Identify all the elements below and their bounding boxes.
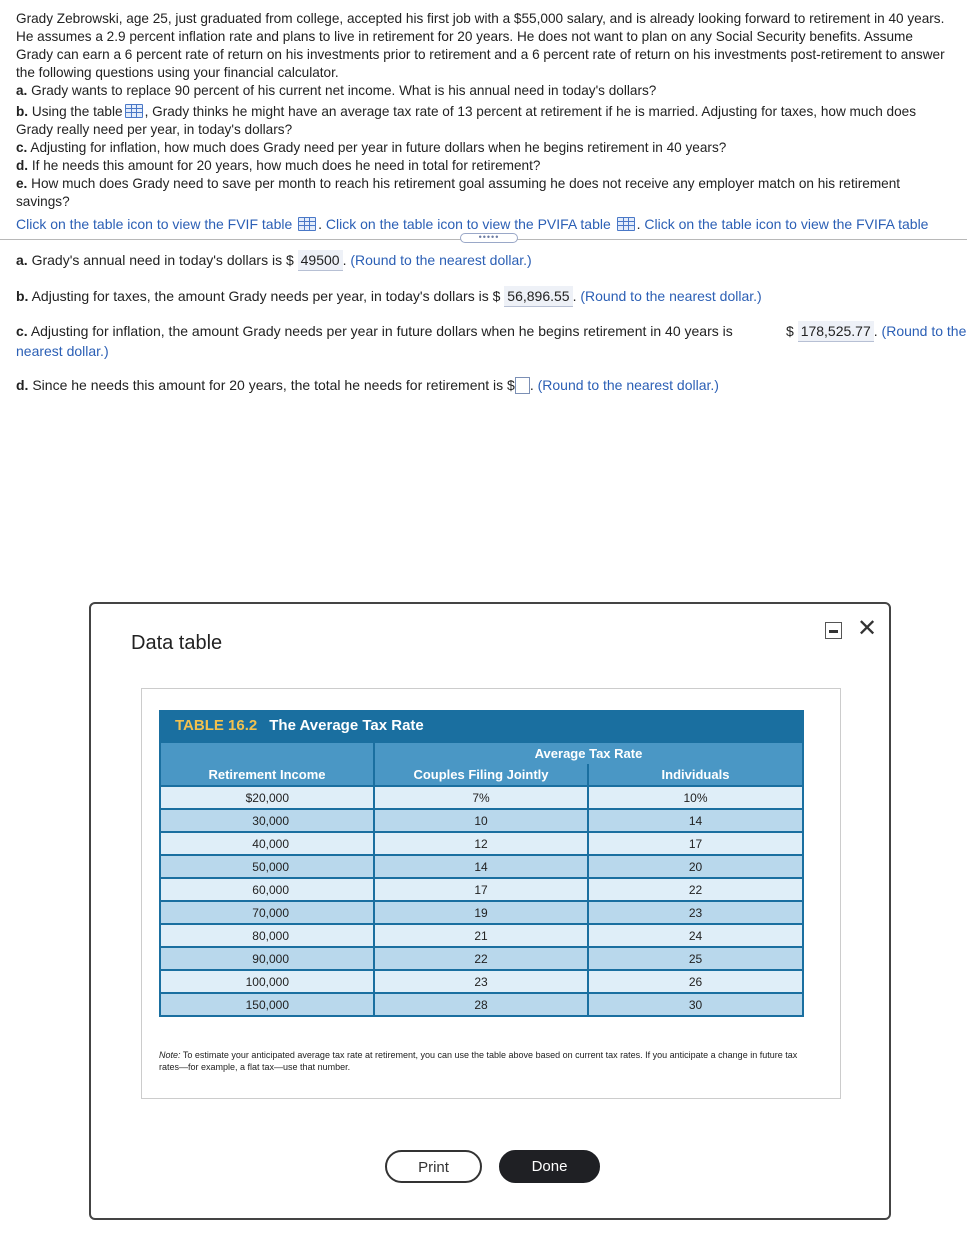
col-individuals: Individuals — [588, 764, 803, 786]
question-a: a. Grady wants to replace 90 percent of his current net income. What is his annual need in today's dollars? — [16, 83, 657, 98]
answer-a: a. Grady's annual need in today's dollars is $ 49500 . (Round to the nearest dollar.) — [16, 250, 532, 271]
col-couples: Couples Filing Jointly — [374, 764, 588, 786]
tax-rate-table — [159, 741, 804, 1017]
table-number: TABLE 16.2 — [175, 717, 258, 734]
question-e: e. How much does Grady need to save per month to reach his retirement goal assuming he does not receive any employer match on his retirement savings? — [16, 176, 901, 209]
minimize-button[interactable] — [825, 622, 842, 639]
table-title-bar — [159, 710, 804, 741]
group-header: Average Tax Rate — [374, 742, 803, 764]
table-panel — [141, 688, 841, 1099]
data-table-dialog — [89, 602, 891, 1220]
answer-c-hint: nearest dollar.) — [16, 343, 109, 359]
table-row: 100,000 23 26 — [160, 970, 803, 993]
col-income: Retirement Income — [160, 764, 374, 786]
answer-a-hint: (Round to the nearest dollar.) — [350, 252, 532, 268]
table-note: Note: To estimate your anticipated average tax rate at retirement, you can use the table above based on current tax rates. If you anticipate a change in future tax rates—for example, a flat tax—use that number. — [159, 1050, 798, 1072]
question-c: c. Adjusting for inflation, how much does Grady need per year in future dollars when he begins retirement in 40 years? — [16, 140, 727, 155]
fvif-table-icon[interactable] — [298, 217, 316, 231]
table-row: 30,000 10 14 — [160, 809, 803, 832]
table-row: 80,000 21 24 — [160, 924, 803, 947]
table-header-row — [160, 764, 803, 786]
answer-d: d. Since he needs this amount for 20 years, the total he needs for retirement is $ . (Round to the nearest dollar.) — [16, 377, 719, 393]
answer-d-hint: (Round to the nearest dollar.) — [537, 377, 719, 393]
table-row: 60,000 17 22 — [160, 878, 803, 901]
pvifa-table-link[interactable]: Click on the table icon to view the PVIFA table — [325, 216, 611, 232]
table-title: The Average Tax Rate — [269, 717, 424, 734]
answer-c-field: $ 178,525.77 . (Round to the — [786, 321, 966, 342]
close-button[interactable]: ✕ — [857, 615, 878, 642]
table-row: 50,000 14 20 — [160, 855, 803, 878]
answer-c-value[interactable]: 178,525.77 — [798, 321, 874, 342]
answer-a-value[interactable]: 49500 — [298, 250, 343, 271]
fvifa-table-link[interactable]: Click on the table icon to view the FVIFA table — [644, 216, 929, 232]
table-row: 70,000 19 23 — [160, 901, 803, 924]
answer-d-input[interactable] — [515, 377, 530, 394]
pvifa-table-icon[interactable] — [617, 217, 635, 231]
question-b: b. Using the table , Grady thinks he might have an average tax rate of 13 percent at retirement if he is married. Adjusting for taxes, how much does Grady really need per year, in today's dollars? — [16, 104, 917, 137]
print-button[interactable]: Print — [385, 1150, 482, 1183]
question-intro: Grady Zebrowski, age 25, just graduated from college, accepted his first job with a $55,000 salary, and is already looking forward to retirement in 40 years. He assumes a 2.9 percent inflation rate and plans to live in retirement for 20 years. He does not want to plan on any Social Security benefits. Assume Grady can earn a 6 percent rate of return on his investments prior to retirement and a 6 percent rate of return on his investments post-retirement to answer the following questions using your financial calculator. — [16, 11, 945, 80]
answer-b-value[interactable]: 56,896.55 — [504, 286, 572, 307]
table-icon[interactable] — [125, 104, 143, 118]
answer-b-hint: (Round to the nearest dollar.) — [580, 288, 762, 304]
table-row: 150,000 28 30 — [160, 993, 803, 1016]
table-links: Click on the table icon to view the FVIF table . Click on the table icon to view the PVIFA table . Click on the table icon to view the FVIFA table — [16, 216, 929, 232]
dialog-title: Data table — [131, 632, 223, 654]
answer-b: b. Adjusting for taxes, the amount Grady needs per year, in today's dollars is $ 56,896.55 . (Round to the nearest dollar.) — [16, 286, 762, 307]
question-d: d. If he needs this amount for 20 years, how much does he need in total for retirement? — [16, 158, 541, 173]
done-button[interactable]: Done — [499, 1150, 600, 1183]
expand-handle[interactable]: ••••• — [460, 233, 518, 243]
answer-c: c. Adjusting for inflation, the amount Grady needs per year in future dollars when he begins retirement in 40 years is $ 178,525.77 . (Round to the nearest dollar.) — [16, 323, 967, 359]
table-row: 90,000 22 25 — [160, 947, 803, 970]
fvif-table-link[interactable]: Click on the table icon to view the FVIF table — [16, 216, 293, 232]
table-group-header-row — [160, 742, 803, 764]
table-row: 40,000 12 17 — [160, 832, 803, 855]
table-row: $20,000 7% 10% — [160, 786, 803, 809]
question-text — [16, 10, 951, 211]
